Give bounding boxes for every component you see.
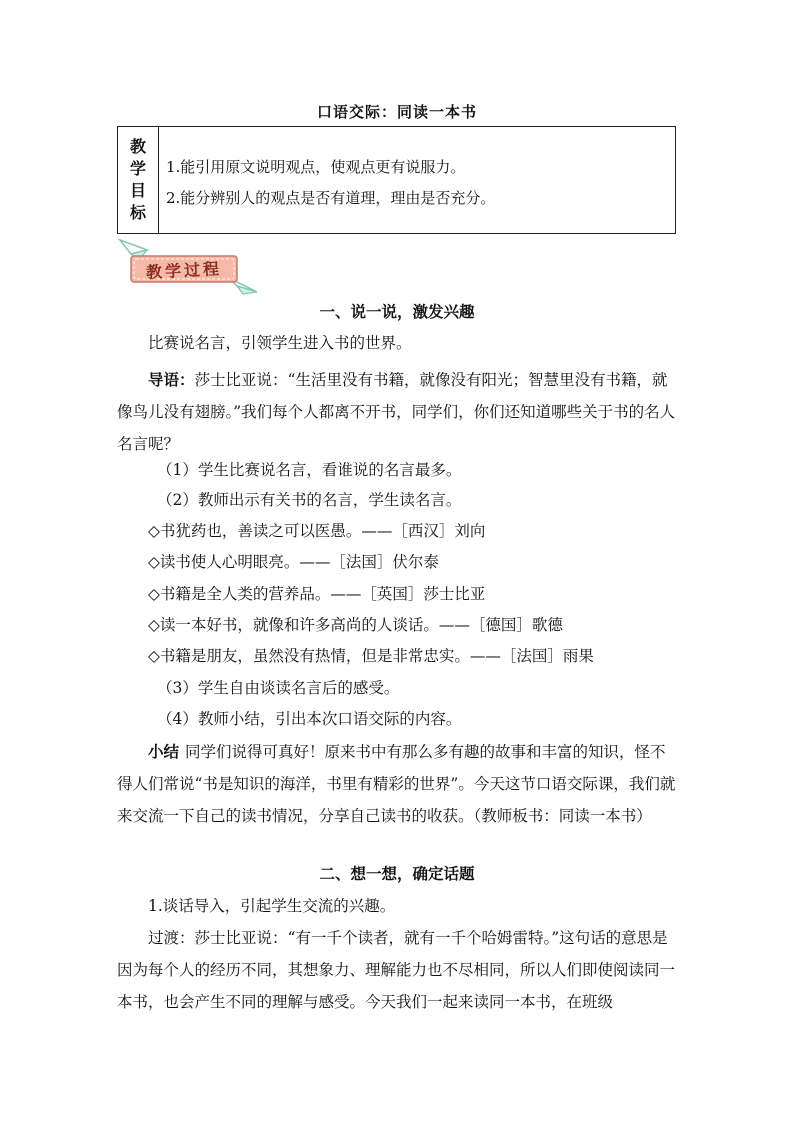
- step-item: （3）学生自由谈读名言后的感受。: [157, 679, 400, 697]
- page-title: 口语交际：同读一本书: [316, 103, 477, 121]
- objectives-header-char: 目: [129, 181, 146, 200]
- quote-item: ◇书籍是全人类的营养品。——［英国］莎士比亚: [148, 585, 486, 603]
- quote-item: ◇书籍是朋友，虽然没有热情，但是非常忠实。——［法国］雨果: [148, 647, 594, 665]
- section-heading: 一、说一说，激发兴趣: [319, 302, 475, 321]
- step-item: 1.谈话导入，引起学生交流的兴趣。: [148, 897, 396, 915]
- daoyu-label: 导语：: [148, 370, 195, 389]
- quote-item: ◇读书使人心明眼亮。——［法国］伏尔泰: [148, 553, 439, 571]
- summary-text: 同学们说得可真好！原来书中有那么多有趣的故事和丰富的知识，怪不得人们常说“书是知识的海洋，书里有精彩的世界”。今天这节口语交际课，我们就来交流一下自己的读书情况，分享自己读书的收获。（教师板书：同读一本书）: [117, 743, 676, 825]
- intro-paragraph: [117, 364, 676, 460]
- transition-text: 莎士比亚说：“有一千个读者，就有一千个哈姆雷特。”这句话的意思是因为每个人的经历不同，其想象力、理解能力也不尽相同，所以人们即使阅读同一本书，也会产生不同的理解与感受。今天我们一起来读同一本书，在班级: [117, 929, 676, 1011]
- quote-item: ◇书犹药也，善读之可以医愚。——［西汉］刘向: [148, 522, 486, 540]
- section-heading: 二、想一想，确定话题: [319, 864, 475, 883]
- step-item: （1）学生比赛说名言，看谁说的名言最多。: [157, 461, 462, 479]
- objective-item: 2.能分辨别人的观点是否有道理，理由是否充分。: [166, 189, 496, 207]
- objectives-header-char: 学: [129, 159, 146, 178]
- daoyu-text: 莎士比亚说：“生活里没有书籍，就像没有阳光；智慧里没有书籍，就像鸟儿没有翅膀。”我们每个人都离不开书，同学们，你们还知道哪些关于书的名人名言呢？: [117, 371, 676, 453]
- paragraph: 比赛说名言，引领学生进入书的世界。: [148, 334, 412, 352]
- objectives-header-char: 教: [129, 137, 146, 156]
- summary-paragraph: [117, 736, 676, 832]
- teaching-process-badge: [117, 236, 262, 296]
- quote-item: ◇读一本好书，就像和许多高尚的人谈话。——［德国］歌德: [148, 616, 563, 634]
- badge-label: 教学过程: [145, 259, 223, 282]
- step-item: （4）教师小结，引出本次口语交际的内容。: [157, 710, 462, 728]
- objectives-header: [118, 127, 159, 233]
- step-item: （2）教师出示有关书的名言，学生读名言。: [157, 491, 462, 509]
- objectives-table: [117, 126, 676, 234]
- transition-paragraph: [117, 922, 676, 1018]
- objective-item: 1.能引用原文说明观点，使观点更有说服力。: [166, 158, 466, 176]
- summary-label: 小结: [148, 742, 180, 761]
- transition-label: 过渡：: [148, 929, 195, 947]
- objectives-header-char: 标: [129, 203, 146, 222]
